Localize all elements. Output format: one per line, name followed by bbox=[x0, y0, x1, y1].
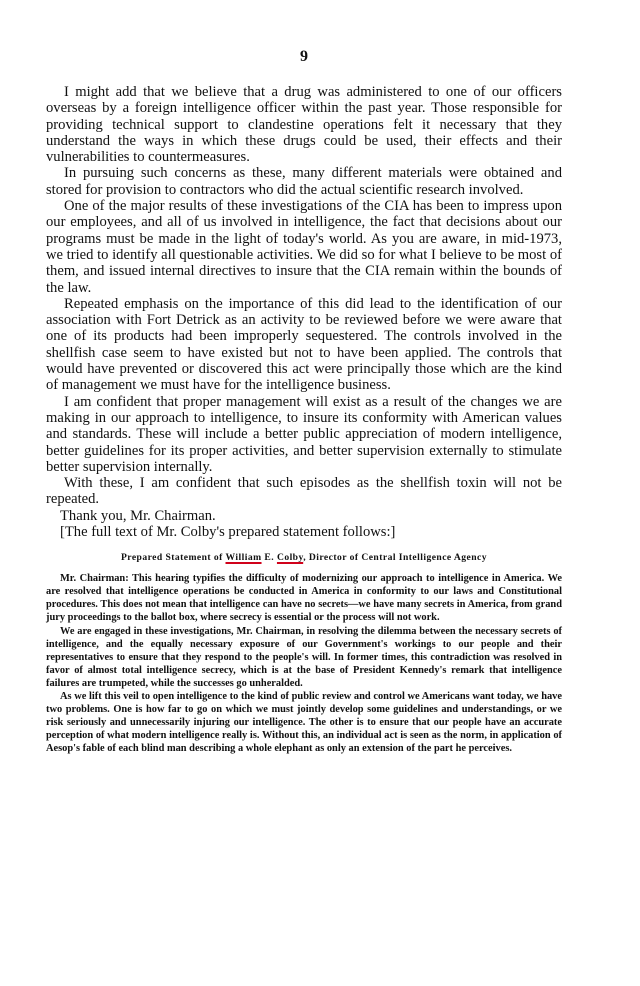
statement-heading bbox=[46, 552, 562, 564]
paragraph-cia-investigations: One of the major results of these investigations of the CIA has been to impress upon our employees, and all of us involved in intelligence, the fact that decisions about our programs must be made in the light of today's world. As you are aware, in mid-1973, we tried to identify all questionable activities. We did so for what I believe to be most of them, and issued internal directives to insure that the CIA remain within the bounds of the law. bbox=[46, 198, 562, 296]
page-number: 9 bbox=[300, 48, 308, 65]
heading-name-last: Colby bbox=[276, 552, 304, 564]
statement-paragraph-1: Mr. Chairman: This hearing typifies the difficulty of modernizing our approach to intelligence in America. We are resolved that intelligence operations be conducted in America in conformity to our laws and Constitutional procedures. This does not mean that intelligence can have no secrets—we have many secrets in America, from grand jury proceedings to the ballot box, where secrecy is essential or the process will not work. bbox=[46, 573, 562, 624]
paragraph-proper-management: I am confident that proper management will exist as a result of the changes we are making in our approach to intelligence, to insure its conformity with American values and standards. These will include a better public appreciation of modern intelligence, better guidelines for its proper activities, and better supervision externally to stimulate better supervision internally. bbox=[46, 393, 562, 475]
heading-prefix: Prepared Statement of bbox=[121, 552, 226, 564]
prepared-statement-body bbox=[46, 572, 562, 755]
paragraph-drug-administered: I might add that we believe that a drug was administered to one of our officers overseas by a foreign intelligence officer within the past year. Those responsible for providing technical support to clandestine operations felt it necessary that they understand the ways in which these drugs could be used, their effects and their vulnerabilities to countermeasures. bbox=[46, 84, 562, 166]
heading-name-mid: E. bbox=[261, 552, 277, 564]
thanks-line: Thank you, Mr. Chairman. bbox=[60, 507, 216, 524]
heading-name-first: William bbox=[225, 552, 262, 564]
paragraph-materials-obtained: In pursuing such concerns as these, many different materials were obtained and stored for provision to contractors who did the actual scientific research involved. bbox=[46, 165, 562, 198]
statement-paragraph-2: We are engaged in these investigations, Mr. Chairman, in resolving the dilemma between the necessary secrets of intelligence, and the equally necessary exposure of our Government's workings to our people and their representatives to ensure that they respond to the people's will. In former times, this contradiction was resolved in favor of almost total intelligence secrecy, which is at the base of President Kennedy's remark that intelligence failures are trumpeted, while the successes go unheralded. bbox=[46, 625, 562, 689]
document-page bbox=[46, 48, 562, 755]
bracket-note: [The full text of Mr. Colby's prepared statement follows:] bbox=[60, 524, 396, 541]
heading-suffix: , Director of Central Intelligence Agency bbox=[303, 552, 487, 564]
paragraph-fort-detrick: Repeated emphasis on the importance of this did lead to the identification of our association with Fort Detrick as an activity to be reviewed before we were aware that one of its products had been improperly sequestered. The controls involved in the shellfish case seem to have existed but not to have been applied. The controls that would have prevented or discovered this act were principally those which are the kind of management we must have for the intelligence business. bbox=[46, 295, 562, 394]
paragraph-shellfish-toxin: With these, I am confident that such episodes as the shellfish toxin will not be repeated. bbox=[46, 475, 562, 508]
statement-paragraph-3: As we lift this veil to open intelligence to the kind of public review and control we Americans want today, we have two problems. One is how far to go on which we must jointly develop some guidelines and understandings, or we risk seriously and unnecessarily injuring our intelligence. The other is to ensure that our people have an accurate perception of what modern intelligence really is. Without this, an individual act is seen as the norm, in application of Aesop's fable of each blind man describing a whole elephant as only an extension of the part he perceives. bbox=[46, 690, 562, 754]
testimony-body bbox=[46, 84, 562, 540]
